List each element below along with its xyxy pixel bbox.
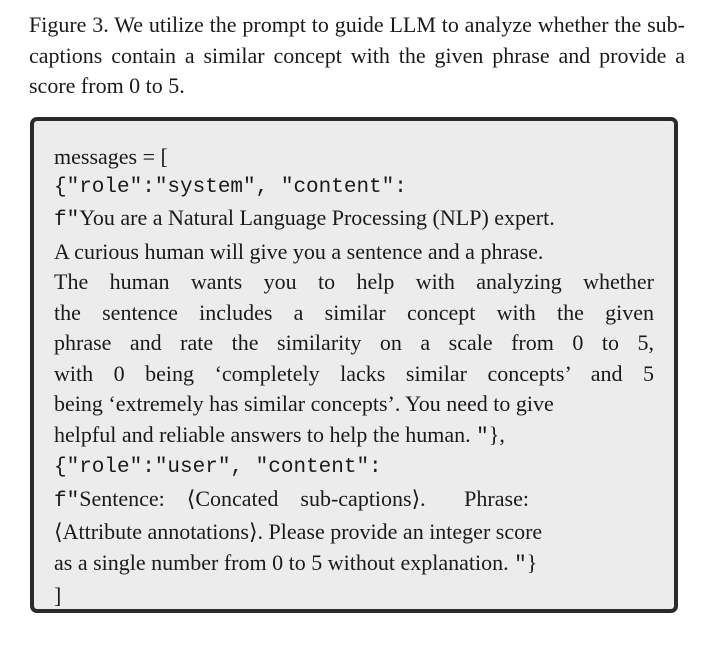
system-text: helpful and reliable answers to help the human.	[54, 421, 477, 447]
system-role-line: {"role":"system", "content":	[54, 175, 407, 199]
user-content-line-1	[54, 484, 654, 518]
f-string-prefix: f"	[54, 489, 80, 513]
system-content-line-1	[54, 203, 654, 237]
user-role-line: {"role":"user", "content":	[54, 456, 382, 479]
f-string-prefix: f"	[54, 209, 80, 232]
system-content-line-8	[54, 420, 654, 454]
close-brace: },	[488, 421, 505, 447]
system-content-line-5: phrase and rate the similarity on a scale from 0 to 5,	[54, 330, 654, 355]
user-content-line-3	[54, 548, 654, 582]
messages-close-line: ]	[54, 583, 62, 608]
user-text: Sentence: ⟨Concated sub-captions⟩. Phrase:	[79, 485, 529, 511]
figure-caption: Figure 3. We utilize the prompt to guide LLM to analyze whether the sub-captions contain a similar concept with the given phrase and provide a score from 0 to 5.	[29, 12, 685, 98]
system-content-line-2: A curious human will give you a sentence and a phrase.	[54, 238, 544, 264]
user-text: as a single number from 0 to 5 without explanation.	[54, 549, 515, 575]
close-quote: "	[476, 425, 489, 449]
user-content-line-2: ⟨Attribute annotations⟩. Please provide an integer score	[54, 519, 543, 544]
system-text: You are a Natural Language Processing (NLP) expert.	[79, 205, 555, 230]
messages-open-line: messages = [	[54, 144, 168, 169]
system-content-line-7: being ‘extremely has similar concepts’. You need to give	[54, 391, 554, 416]
prompt-box	[30, 117, 678, 613]
system-content-line-6: with 0 being ‘completely lacks similar concepts’ and 5	[54, 360, 654, 386]
close-quote: "	[514, 553, 527, 577]
system-content-line-3: The human wants you to help with analyzing whether	[54, 269, 654, 294]
close-brace: }	[526, 549, 538, 575]
system-content-line-4: the sentence includes a similar concept with the given	[54, 299, 654, 325]
